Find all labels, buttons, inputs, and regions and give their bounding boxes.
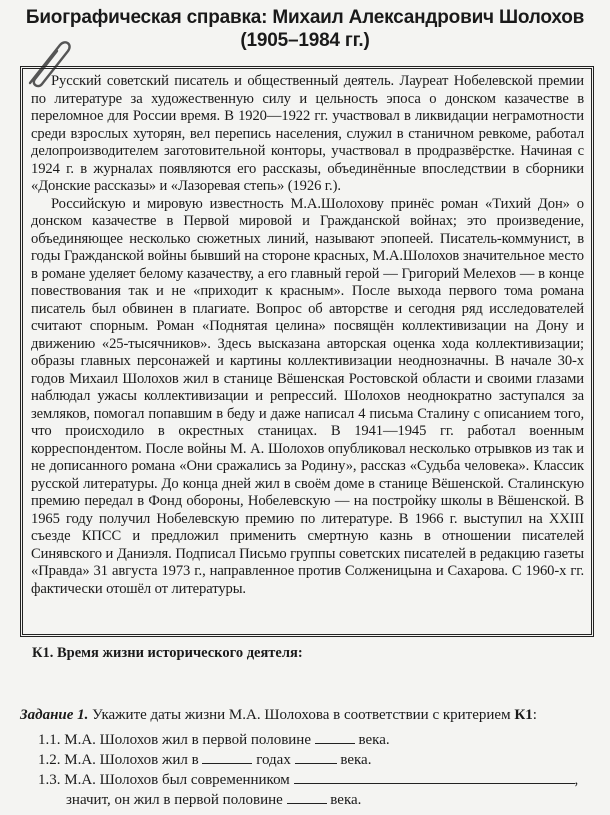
question-1-1 (38, 731, 390, 749)
criterion-heading: К1. Время жизни исторического деятеля: (32, 645, 303, 661)
question-text: 1.1. М.А. Шолохов жил в первой половине (38, 732, 315, 748)
answer-blank[interactable] (295, 751, 337, 764)
answer-blank[interactable] (294, 771, 575, 784)
question-1-3-continued (66, 791, 361, 809)
question-text: 1.3. М.А. Шолохов был современником (38, 772, 294, 788)
biography-frame (20, 66, 594, 637)
question-1-2 (38, 751, 371, 769)
question-text: значит, он жил в первой половине (66, 792, 287, 808)
title-line-1: Биографическая справка: Михаил Александрович Шолохов (25, 7, 585, 28)
task-text: Укажите даты жизни М.А. Шолохова в соответствии с критерием (88, 707, 515, 723)
task-prompt (20, 707, 537, 724)
question-text: века. (354, 732, 390, 748)
page-title (0, 6, 610, 52)
task-criterion: К1 (514, 707, 533, 723)
answer-blank[interactable] (287, 791, 327, 804)
question-text: 1.2. М.А. Шолохов жил в (38, 752, 203, 768)
question-text: века. (326, 792, 362, 808)
question-text: века. (336, 752, 372, 768)
question-1-3 (38, 771, 578, 789)
bio-paragraph: Российскую и мировую известность М.А.Шолохову принёс роман «Тихий Дон» о донском казачестве в Первой мировой и Гражданской войнах; это произведение, объединяющее несколько сюжетных линий, называют эпопеей. Писатель-коммунист, в годы Гражданской войны бывший на стороне красных, М.А.Шолохов значительное место в романе уделяет белому казачеству, а его главный герой — Григорий Мелехов — в конце повествования так и не «приходит к красным». После выхода первого тома романа писатель был обвинен в плагиате. Вопрос об авторстве и сегодня ряд исследователей считают спорным. Роман «Поднятая целина» посвящён коллективизации на Дону и движению «25-тысячников». Здесь высказана авторская оценка хода коллективизации; образы главных персонажей и картины коллективизации неоднозначны. В начале 30-х годов Михаил Шолохов жил в станице Вёшенская Ростовской области и своими глазами наблюдал ужасы коллективизации и репрессий. Шолохов неоднократно заступался за земляков, помогал попавшим в беду и даже написал 4 письма Сталину с описанием того, что происходило в окрестных станицах. В 1941—1945 гг. работал военным корреспондентом. После войны М. А. Шолохов опубликовал несколько отрывков из так и не дописанного романа «Они сражались за Родину», рассказ «Судьба человека». Классик русской литературы. До конца дней жил в своём доме в станице Вёшенской. Сталинскую премию передал в Фонд обороны, Нобелевскую — на постройку школы в Вёшенской. В 1965 году получил Нобелевскую премию по литературе. В 1966 г. выступил на XXIII съезде КПСС и предложил применить смертную казнь в отношении писателей Синявского и Даниэля. Подписал Письмо группы советских писателей в редакцию газеты «Правда» 31 августа 1973 г., направленное против Солженицына и Сахарова. С 1960-х гг. фактически отошёл от литературы. (31, 195, 584, 597)
title-line-2: (1905–1984 гг.) (240, 30, 370, 51)
task-colon: : (532, 707, 537, 723)
answer-blank[interactable] (202, 751, 252, 764)
question-text: годах (252, 752, 295, 768)
answer-blank[interactable] (315, 731, 355, 744)
bio-paragraph: Русский советский писатель и общественный деятель. Лауреат Нобелевской премии по литературе за художественную силу и цельность эпоса о донском казачестве в переломное для России время. В 1920—1922 гг. участвовал в ликвидации неграмотности среди взрослых хуторян, вел перепись населения, служил в станичном ревкоме, работал делопроизводителем заготовительной конторы, участвовал в продразвёрстке. Начиная с 1924 г. в журналах появляются его рассказы, объединённые впоследствии в сборники «Донские рассказы» и «Лазоревая степь» (1926 г.). (31, 73, 584, 194)
question-text: , (574, 772, 579, 788)
task-label: Задание 1. (20, 707, 89, 723)
